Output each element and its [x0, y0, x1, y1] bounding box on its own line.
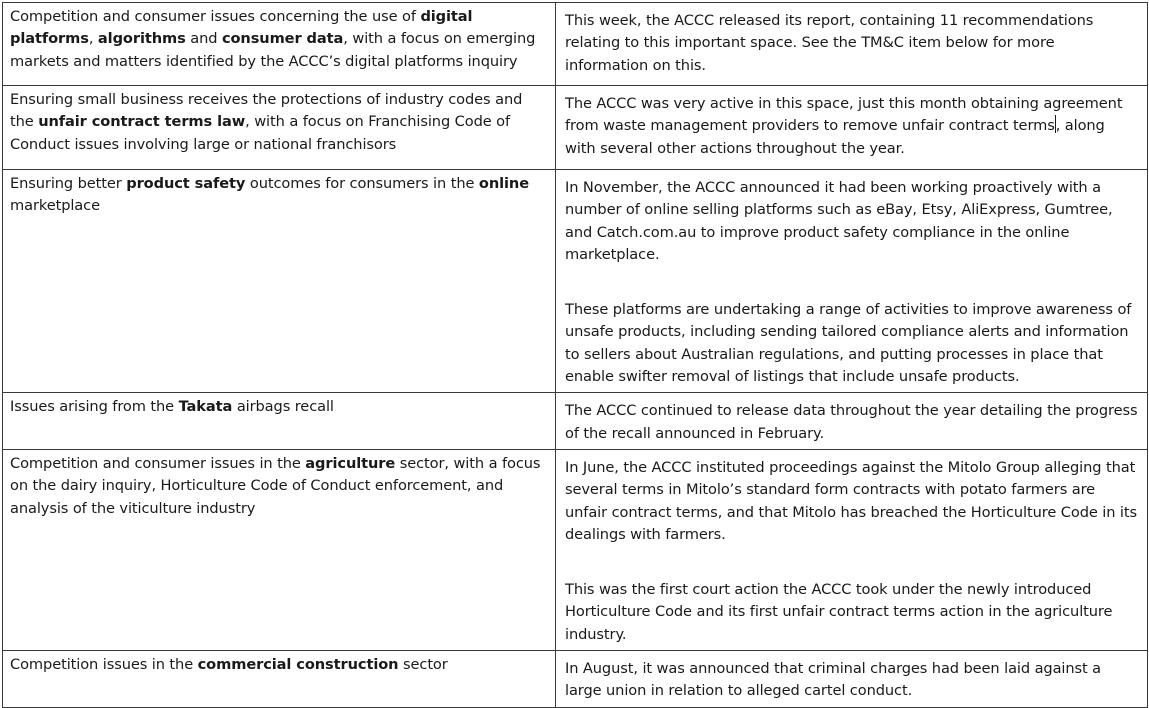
update-text: , along with several other actions throughout the year. — [565, 117, 1105, 157]
topic-text: Competition and consumer issues in the — [10, 454, 306, 472]
topic-emphasis: agriculture — [305, 454, 396, 472]
update-cell — [556, 3, 1148, 86]
topic-text: outcomes for consumers in the — [245, 175, 479, 192]
topic-text: , with a focus on emerging markets and matters identified by the ACCC’s digital platforms inquiry — [10, 30, 536, 70]
priority-topic-cell — [3, 449, 556, 650]
table-row — [3, 393, 1148, 450]
priority-topic-cell — [3, 393, 556, 450]
topic-emphasis: unfair contract terms law — [38, 113, 246, 131]
update-paragraph: The ACCC continued to release data throughout the year detailing the progress of the recall announced in February. — [565, 402, 1138, 442]
table-row — [3, 86, 1148, 170]
update-cell — [556, 651, 1148, 708]
topic-text: Ensuring small business receives the protections of industry codes and the — [10, 91, 523, 131]
topic-text: and — [185, 30, 222, 48]
update-cell — [556, 393, 1148, 450]
table-row — [3, 3, 1148, 86]
update-paragraph: In November, the ACCC announced it had been working proactively with a number of online selling platforms such as eBay, Etsy, AliExpress, Gumtree, and Catch.com.au to improve product safety compliance in the online marketplace. — [565, 179, 1113, 263]
topic-text: Issues arising from the — [10, 398, 179, 416]
update-paragraph: In June, the ACCC instituted proceedings against the Mitolo Group alleging that several terms in Mitolo’s standard form contracts with potato farmers are unfair contract terms, and that Mitolo has breached the Horticulture Code in its dealings with farmers. — [565, 458, 1137, 543]
topic-text: Ensuring better — [10, 175, 127, 192]
topic-text: , — [88, 30, 98, 48]
topic-text: Competition and consumer issues concerning the use of — [10, 8, 421, 25]
table-row — [3, 449, 1148, 650]
topic-emphasis: online — [478, 175, 529, 192]
update-paragraph: This week, the ACCC released its report, containing 11 recommendations relating to this important space. See the TM&C item below for more information on this. — [565, 12, 1094, 74]
priority-topic-cell — [3, 651, 556, 708]
topic-emphasis: digital platforms — [10, 8, 473, 48]
update-paragraph: These platforms are undertaking a range of activities to improve awareness of unsafe products, including sending tailored compliance alerts and information to sellers about Australian regulations, and putting processes in place that enable swifter removal of listings that include unsafe products. — [565, 301, 1132, 386]
update-paragraph: In August, it was announced that criminal charges had been laid against a large union in relation to alleged cartel conduct. — [565, 660, 1102, 700]
topic-text: Competition issues in the — [10, 656, 198, 674]
update-cell — [556, 449, 1148, 650]
priority-topic-cell — [3, 3, 556, 86]
topic-text: airbags recall — [232, 398, 334, 416]
update-cell[interactable] — [556, 86, 1148, 170]
update-paragraph — [565, 93, 1139, 160]
topic-emphasis: commercial construction — [197, 656, 399, 674]
topic-text: sector — [398, 656, 448, 674]
topic-emphasis: algorithms — [97, 30, 186, 48]
topic-text: , with a focus on Franchising Code of Conduct issues involving large or national franchisors — [10, 113, 511, 153]
update-text: The ACCC was very active in this space, just this month obtaining agreement from waste management providers to remove unfair contract terms — [565, 95, 1123, 135]
priorities-table — [2, 2, 1148, 708]
table-row — [3, 651, 1148, 708]
topic-text: marketplace — [10, 197, 100, 215]
update-cell — [556, 170, 1148, 393]
priority-topic-cell — [3, 86, 556, 170]
topic-text: sector, with a focus on the dairy inquiry, Horticulture Code of Conduct enforcement, and analysis of the viticulture industry — [10, 454, 541, 517]
priority-topic-cell — [3, 170, 556, 393]
topic-emphasis: Takata — [178, 398, 233, 416]
topic-emphasis: product safety — [126, 175, 246, 192]
topic-emphasis: consumer data — [221, 30, 344, 48]
update-paragraph: This was the first court action the ACCC took under the newly introduced Horticulture Code and its first unfair contract terms action in the agriculture industry. — [565, 581, 1113, 643]
table-row — [3, 170, 1148, 393]
